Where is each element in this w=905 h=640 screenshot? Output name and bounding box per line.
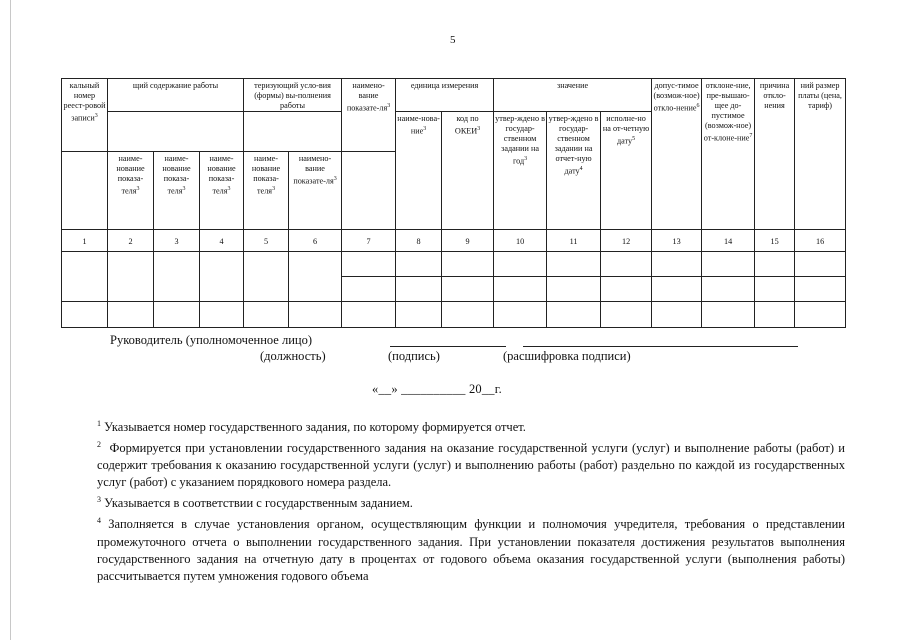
table-cell[interactable] (702, 302, 755, 328)
table-cell[interactable] (442, 277, 494, 302)
header-registry-spacer (62, 152, 108, 230)
header-unit-of-measure: единица измерения (396, 79, 494, 112)
table-cell[interactable] (494, 252, 547, 277)
col-number: 9 (442, 230, 494, 252)
col-number: 14 (702, 230, 755, 252)
header-work-content-spacer (108, 112, 244, 152)
report-table (61, 78, 846, 328)
table-cell[interactable] (755, 302, 795, 328)
col-number: 7 (342, 230, 396, 252)
table-cell[interactable] (442, 302, 494, 328)
col-number: 10 (494, 230, 547, 252)
footnote-item: $^3$ Указывается в соответствии с государственным заданием. (97, 495, 413, 511)
table-cell[interactable] (795, 252, 846, 277)
decoding-line[interactable] (523, 346, 798, 347)
table-cell[interactable] (154, 302, 200, 328)
table-cell[interactable] (795, 302, 846, 328)
header-condition-indicator-2: наимено-вание показате-$ля^3$ (289, 152, 342, 230)
table-cell[interactable] (289, 252, 342, 302)
col-number: 2 (108, 230, 154, 252)
table-cell[interactable] (494, 277, 547, 302)
col-number: 16 (795, 230, 846, 252)
table-cell[interactable] (396, 277, 442, 302)
table-cell[interactable] (108, 302, 154, 328)
table-cell[interactable] (200, 302, 244, 328)
table-cell[interactable] (601, 277, 652, 302)
header-content-indicator-2: наиме-нование показа-теля$^3$ (154, 152, 200, 230)
date-line[interactable]: «__» __________ 20__г. (372, 382, 502, 396)
header-indicator-spacer (342, 152, 396, 230)
page-edge-line (10, 0, 11, 640)
table-cell[interactable] (547, 277, 601, 302)
table-cell[interactable] (200, 252, 244, 302)
header-deviation-reason: причина откло-нения (755, 79, 795, 230)
header-content-indicator-3: наиме-нование показа-теля$^3$ (200, 152, 244, 230)
head-label: Руководитель (уполномоченное лицо) (110, 333, 313, 347)
table-cell[interactable] (601, 252, 652, 277)
table-row (62, 302, 846, 328)
signature-caption: (подпись) (388, 349, 440, 363)
col-number: 1 (62, 230, 108, 252)
header-registry-number: кальный номер реест-ровой записи$^3$ (62, 79, 108, 152)
table-cell[interactable] (601, 302, 652, 328)
header-work-conditions-spacer (244, 112, 342, 152)
table-cell[interactable] (108, 252, 154, 302)
col-number: 5 (244, 230, 289, 252)
decoding-caption: (расшифровка подписи) (503, 349, 631, 363)
table-cell[interactable] (244, 302, 289, 328)
table-cell[interactable] (652, 277, 702, 302)
header-value: значение (494, 79, 652, 112)
header-approved-report-date: утвер-ждено в государ-ственном задании на отчет-ную дату$^4$ (547, 112, 601, 230)
footnote-item: $^1$ Указывается номер государственного задания, по которому формируется отчет. (97, 419, 526, 435)
header-excess-deviation: отклоне-ние, пре-вышаю-щее до-пустимое (возмож-ное) от-клоне-ние$^7$ (702, 79, 755, 230)
table-cell[interactable] (652, 252, 702, 277)
footnote-item: $^4$ Заполняется в случае установления органом, осуществляющим функции и полномочия учредителя, требования о представлении промежуточного отчета о выполнении государственного задания. При установлении показателя достижения результатов выполнения государственного задания на отчетную дату в процентах от годового объема оказания государственной услуги (выполнения работы) рассчитывается путем умножения годового объема (97, 516, 846, 583)
header-executed: исполне-но на от-четную дату$^5$ (601, 112, 652, 230)
table-cell[interactable] (755, 252, 795, 277)
header-content-indicator-1: наиме-нование показа-теля$^3$ (108, 152, 154, 230)
table-cell[interactable] (342, 277, 396, 302)
table-cell[interactable] (795, 277, 846, 302)
table-cell[interactable] (652, 302, 702, 328)
header-work-content: щий содержание работы (108, 79, 244, 112)
table-cell[interactable] (396, 302, 442, 328)
column-numbers-row (62, 230, 846, 252)
footnote-item: $^2$ Формируется при установлении государственного задания на оказание государственной услуги (услуг) и выполнение работы (работ) и содержит требования к оказанию государственной услуги (услуг) и выполнению работы (работ) раздельно по каждой из государственных услуг (работ) с указанием порядкового номера раздела. (97, 440, 845, 490)
table-cell[interactable] (244, 252, 289, 302)
table-cell[interactable] (62, 302, 108, 328)
header-unit-name: наиме-нова-ние$^3$ (396, 112, 442, 230)
table-cell[interactable] (342, 302, 396, 328)
header-average-fee: ний размер платы (цена, тариф) (795, 79, 846, 230)
col-number: 15 (755, 230, 795, 252)
col-number: 11 (547, 230, 601, 252)
header-indicator-name: наимено-вание показате-$ля^3$ (342, 79, 396, 152)
col-number: 8 (396, 230, 442, 252)
col-number: 12 (601, 230, 652, 252)
col-number: 6 (289, 230, 342, 252)
table-cell[interactable] (342, 252, 396, 277)
position-caption: (должность) (260, 349, 326, 363)
table-cell[interactable] (547, 302, 601, 328)
col-number: 3 (154, 230, 200, 252)
table-cell[interactable] (289, 302, 342, 328)
table-cell[interactable] (702, 252, 755, 277)
col-number: 13 (652, 230, 702, 252)
header-approved-year: утвер-ждено в государ-ственном задании на год$^3$ (494, 112, 547, 230)
header-condition-indicator-1: наиме-нование показа-теля$^3$ (244, 152, 289, 230)
table-cell[interactable] (755, 277, 795, 302)
table-row (62, 252, 846, 277)
table-cell[interactable] (396, 252, 442, 277)
signature-line[interactable] (390, 346, 506, 347)
footnotes (89, 415, 845, 585)
table-cell[interactable] (62, 252, 108, 302)
header-allowed-deviation: допус-тимое (возмож-ное) откло-нение$^6$ (652, 79, 702, 230)
header-work-conditions: теризующий усло-вия (формы) вы-полнения работы (244, 79, 342, 112)
page-number: 5 (450, 34, 456, 46)
table-cell[interactable] (494, 302, 547, 328)
table-cell[interactable] (154, 252, 200, 302)
table-cell[interactable] (442, 252, 494, 277)
header-okei-code: код по ОКЕИ$^3$ (442, 112, 494, 230)
table-cell[interactable] (702, 277, 755, 302)
col-number: 4 (200, 230, 244, 252)
table-cell[interactable] (547, 252, 601, 277)
